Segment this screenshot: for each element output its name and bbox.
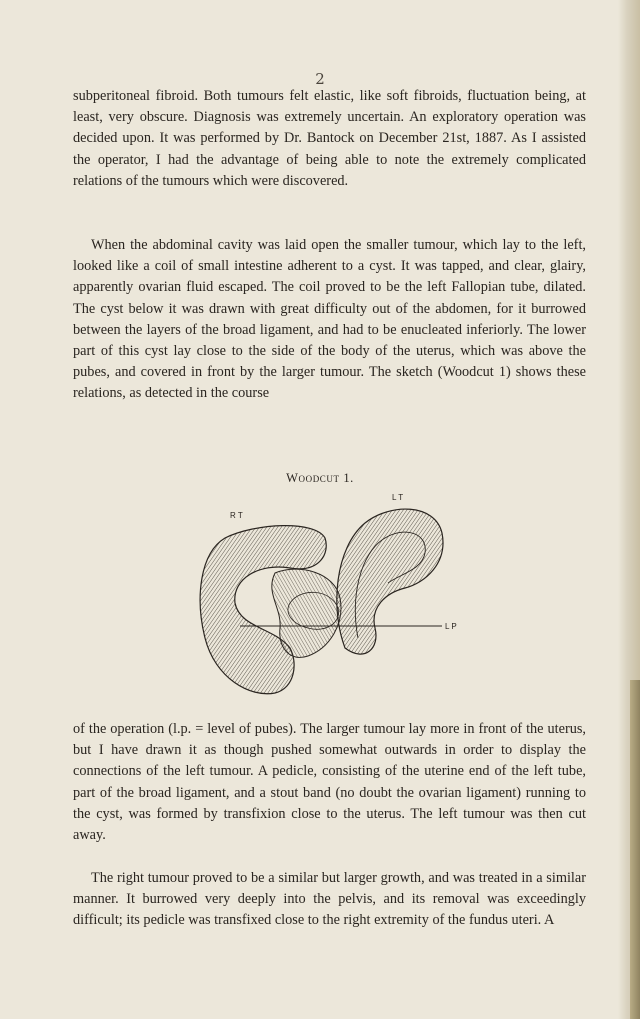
- paragraph-4: The right tumour proved to be a similar but larger growth, and was treated in a similar manner. It burrowed very deeply into the pelvis, and its removal was exceedingly difficult; its pedicle was transfixed close to the right extremity of the fundus uteri. A: [73, 870, 586, 929]
- figure-caption: Woodcut 1.: [286, 471, 354, 485]
- paragraph-2: When the abdominal cavity was laid open the smaller tumour, which lay to the left, looked like a coil of small intestine adherent to a cyst. It was tapped, and clear, glairy, apparently ovarian fluid escaped. The coil proved to be the left Fallopian tube, dilated. The cyst below it was drawn with great difficulty out of the abdomen, for it burrowed between the layers of the broad ligament, and had to be enucleated inferiorly. The lower part of this cyst lay close to the side of the body of the uterus, which was above the pubes, and covered in front by the larger tumour. The sketch (Woodcut 1) shows these relations, as detected in the course: [73, 237, 586, 402]
- uterus-shape: [272, 569, 341, 657]
- label-rt: R T: [230, 511, 243, 520]
- paragraph-3: of the operation (l.p. = level of pubes). The larger tumour lay more in front of the uterus, but I have drawn it as though pushed somewhat outwards in order to display the connections of the left tumour. A pedicle, consisting of the uterine end of the left tube, part of the broad ligament, and a stout band (no doubt the ovarian ligament) running to the cyst, was formed by transfixion close to the uterus. The left tumour was then cut away.: [73, 721, 586, 844]
- label-lt: L T: [392, 493, 404, 502]
- page-number: 2: [315, 70, 325, 88]
- page-edge-dark: [630, 680, 640, 1019]
- woodcut-illustration: [180, 478, 480, 703]
- paragraph-1: subperitoneal fibroid. Both tumours felt elastic, like soft fibroids, fluctuation being, at least, very obscure. Diagnosis was extremely uncertain. An exploratory operation was decided upon. It was performed by Dr. Bantock on December 21st, 1887. As I assisted the operator, I had the advantage of being able to note the extremely complicated relations of the tumours which were discovered.: [73, 88, 586, 189]
- label-lp: L P: [445, 622, 457, 631]
